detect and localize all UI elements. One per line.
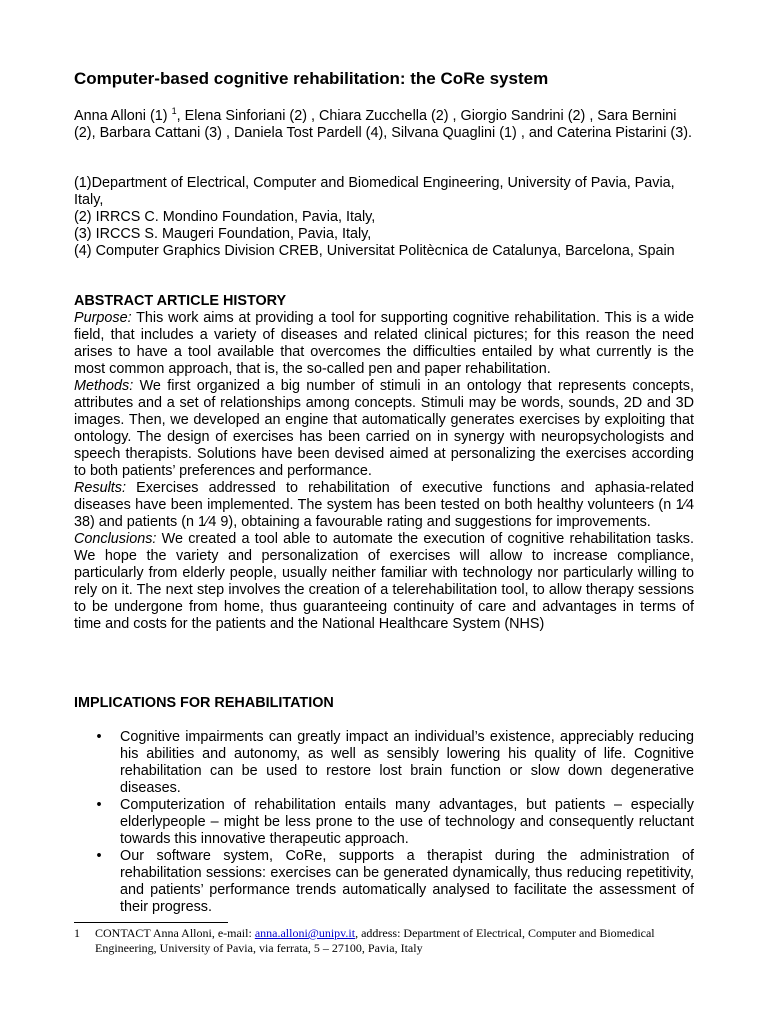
affiliation-item: (4) Computer Graphics Division CREB, Universitat Politècnica de Catalunya, Barcelona, Spain [74, 243, 675, 259]
abstract-purpose [74, 310, 694, 378]
email-link[interactable]: anna.alloni@unipv.it [254, 926, 356, 940]
methods-text: We first organized a big number of stimuli in an ontology that represents concepts, attributes and a set of relationships among concepts. Stimuli may be words, sounds, 2D and 3D images. Then, we developed an engine that automatically generates exercises by exploiting that ontology. The design of exercises has been carried on in synergy with neuropsychologists and speech therapists. Solutions have been devised aimed at personalizing the exercises according to both patients’ preferences and performance. [74, 378, 694, 479]
list-item [74, 797, 694, 848]
implications-list [74, 729, 694, 916]
abstract-results [74, 480, 694, 531]
abstract-methods [74, 378, 694, 480]
affiliation-list [74, 175, 694, 260]
affiliation-item: (1)Department of Electrical, Computer and Biomedical Engineering, University of Pavia, Pavia, Italy, [74, 175, 675, 208]
bullet-icon: • [96, 797, 102, 813]
list-item-text: Computerization of rehabilitation entails many advantages, but patients – especially elderlypeople – might be less prone to the use of technology and consequently reluctant towards this innovative therapeutic approach. [120, 797, 694, 847]
affiliation-item: (2) IRRCS C. Mondino Foundation, Pavia, Italy, [74, 209, 376, 225]
methods-label: Methods: [74, 378, 134, 394]
list-item [74, 848, 694, 916]
footnote-suffix: , address: Department of Electrical, Computer and Biomedical Engineering, University of Pavia, via ferrata, 5 – 27100, Pavia, Italy [95, 926, 655, 955]
footnote-marker[interactable]: 1 [171, 106, 177, 117]
abstract-heading: ABSTRACT ARTICLE HISTORY [74, 293, 287, 309]
footnote-number: 1 [74, 926, 80, 940]
lead-author: Anna Alloni (1) [74, 108, 172, 124]
footnote-text [74, 926, 674, 956]
purpose-text: This work aims at providing a tool for supporting cognitive rehabilitation. This is a wide field, that includes a variety of diseases and related clinical pictures; for this reason the need arises to have a tool available that overcomes the difficulties entailed by what currently is the most common approach, that is, the so-called pen and paper rehabilitation. [74, 310, 694, 377]
affiliation-item: (3) IRCCS S. Maugeri Foundation, Pavia, Italy, [74, 226, 372, 242]
abstract-conclusions [74, 531, 694, 633]
results-text: Exercises addressed to rehabilitation of executive functions and aphasia-related diseases have been implemented. The system has been tested on both healthy volunteers (n 1⁄4 38) and patients (n 1⁄4 9), obtaining a favourable rating and suggestions for improvements. [74, 480, 694, 530]
conclusions-label: Conclusions: [74, 531, 157, 547]
results-label: Results: [74, 480, 126, 496]
footnote-divider [74, 922, 228, 923]
list-item [74, 729, 694, 797]
co-authors: , Elena Sinforiani (2) , Chiara Zucchella (2) , Giorgio Sandrini (2) , Sara Bernini (2), Barbara Cattani (3) , Daniela Tost Pardell (4), Silvana Quaglini (1) , and Caterina Pistarini (3). [74, 108, 693, 141]
footnote [74, 926, 674, 956]
author-list [74, 108, 694, 142]
bullet-icon: • [96, 848, 102, 864]
implications-heading: IMPLICATIONS FOR REHABILITATION [74, 695, 334, 711]
conclusions-text: We created a tool able to automate the execution of cognitive rehabilitation tasks. We hope the variety and personalization of exercises will allow to increase compliance, particularly from elderly people, usually neither familiar with technology nor particularly willing to rely on it. The next step involves the creation of a telerehabilitation tool, to allow therapy sessions to be undergone from home, thus guaranteeing continuity of care and advantages in terms of time and costs for the patients and the National Healthcare System (NHS) [74, 531, 694, 632]
list-item-text: Our software system, CoRe, supports a therapist during the administration of rehabilitation sessions: exercises can be generated dynamically, thus reducing repetitivity, and patients’ performance trends automatically analysed to facilitate the assessment of their progress. [120, 848, 694, 915]
paper-title: Computer-based cognitive rehabilitation: the CoRe system [74, 69, 549, 88]
list-item-text: Cognitive impairments can greatly impact an individual’s existence, appreciably reducing his abilities and autonomy, as well as sensibly lowering his quality of life. Cognitive rehabilitation can be used to restore lost brain function or slow down degenerative diseases. [120, 729, 694, 796]
abstract-section [74, 293, 694, 633]
bullet-icon: • [96, 729, 102, 745]
purpose-label: Purpose: [74, 310, 132, 326]
footnote-prefix: CONTACT Anna Alloni, e-mail: [95, 926, 255, 940]
